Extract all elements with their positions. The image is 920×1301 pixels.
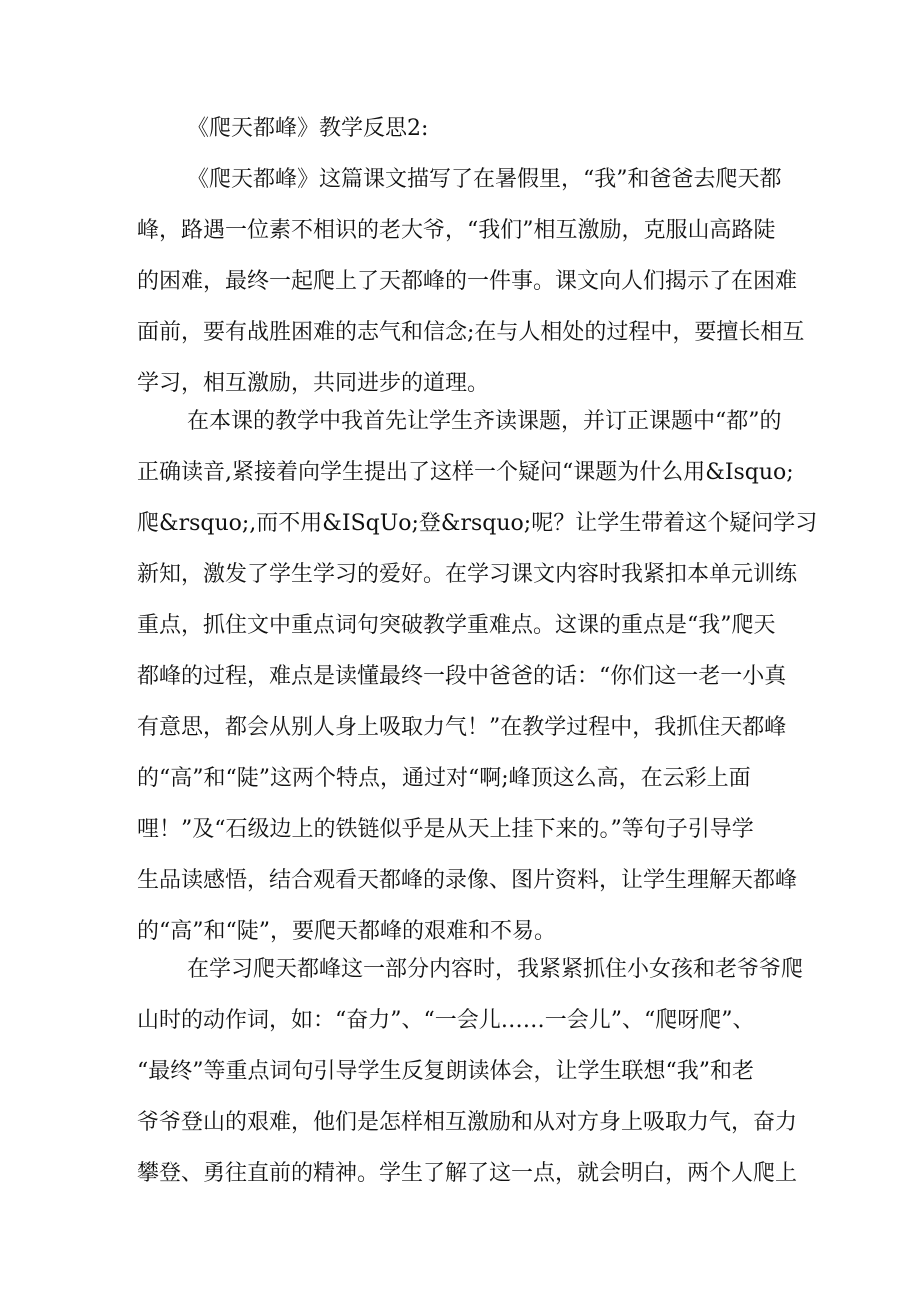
paragraph-3-line-3: “最终”等重点词句引导学生反复朗读体会，让学生联想“我”和老 <box>137 1059 754 1084</box>
paragraph-1-line-2: 峰，路遇一位素不相识的老大爷，“我们”相互激励，克服山高路陡 <box>137 218 776 243</box>
paragraph-3-line-1: 在学习爬天都峰这一部分内容时，我紧紧抓住小女孩和老爷爷爬 <box>187 957 804 982</box>
paragraph-2-line-11: 的“高”和“陡”，要爬天都峰的艰难和不易。 <box>137 919 556 944</box>
paragraph-2-line-10: 生品读感悟，结合观看天都峰的录像、图片资料，让学生理解天都峰 <box>137 868 798 893</box>
paragraph-2-line-5: 重点，抓住文中重点词句突破教学重难点。这课的重点是“我”爬天 <box>137 613 776 638</box>
paragraph-2-line-2: 正确读音,紧接着向学生提出了这样一个疑问“课题为什么用&Isquo; <box>137 460 794 485</box>
paragraph-2-line-1: 在本课的教学中我首先让学生齐读课题，并订正课题中“都”的 <box>187 409 782 434</box>
paragraph-2-line-3: 爬&rsquo;,而不用&ISqUo;登&rsquo;呢？让学生带着这个疑问学习 <box>137 511 818 536</box>
paragraph-1-line-4: 面前，要有战胜困难的志气和信念;在与人相处的过程中，要擅长相互 <box>137 320 805 345</box>
paragraph-2-line-8: 的“高”和“陡”这两个特点，通过对“啊;峰顶这么高，在云彩上面 <box>137 766 751 791</box>
paragraph-1-line-3: 的困难，最终一起爬上了天都峰的一件事。课文向人们揭示了在困难 <box>137 269 798 294</box>
paragraph-2-line-6: 都峰的过程，难点是读懂最终一段中爸爸的话：“你们这一老一小真 <box>137 664 787 689</box>
paragraph-2-line-9: 哩！”及“石级边上的铁链似乎是从天上挂下来的。”等句子引导学 <box>137 817 754 842</box>
paragraph-3-line-5: 攀登、勇往直前的精神。学生了解了这一点，就会明白，两个人爬上 <box>137 1161 798 1186</box>
paragraph-2-line-7: 有意思，都会从别人身上吸取力气！”在教学过程中，我抓住天都峰 <box>137 715 787 740</box>
document-title: 《爬天都峰》教学反思2: <box>187 116 429 141</box>
paragraph-1-line-5: 学习，相互激励，共同进步的道理。 <box>137 371 490 396</box>
paragraph-3-line-4: 爷爷登山的艰难，他们是怎样相互激励和从对方身上吸取力气，奋力 <box>137 1110 798 1135</box>
paragraph-3-line-2: 山时的动作词，如：“奋力”、“一会儿……一会儿”、“爬呀爬”、 <box>137 1008 755 1033</box>
paragraph-1-line-1: 《爬天都峰》这篇课文描写了在暑假里，“我”和爸爸去爬天都 <box>187 167 782 192</box>
paragraph-2-line-4: 新知，激发了学生学习的爱好。在学习课文内容时我紧扣本单元训练 <box>137 562 798 587</box>
